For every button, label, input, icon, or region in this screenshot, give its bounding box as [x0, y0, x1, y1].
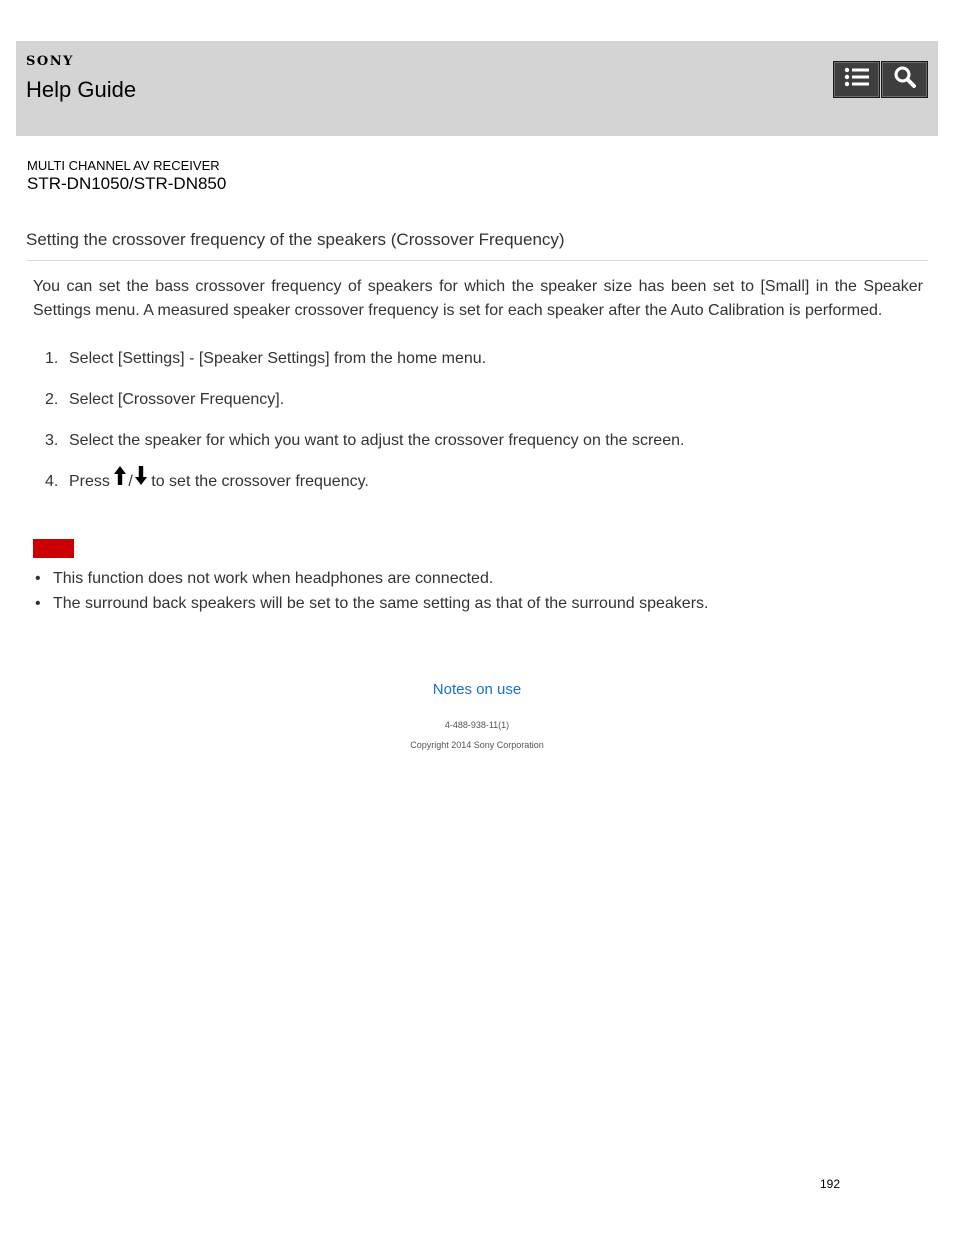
list-icon: [844, 67, 870, 92]
step-number: 4.: [45, 473, 59, 490]
step-item: [33, 470, 684, 511]
note-text: The surround back speakers will be set to the same setting as that of the surround speakers.: [53, 595, 709, 612]
step-number: 2.: [45, 391, 59, 408]
arrow-separator: /: [128, 473, 133, 490]
page-number: 192: [820, 1177, 841, 1191]
brand-logo: SONY: [26, 54, 74, 69]
step-text-before: Press: [69, 473, 110, 490]
bullet-icon: •: [35, 595, 41, 612]
bullet-icon: •: [35, 570, 41, 587]
step-text: Select [Settings] - [Speaker Settings] from the home menu.: [69, 350, 487, 367]
step-text: Select the speaker for which you want to adjust the crossover frequency on the screen.: [69, 432, 685, 449]
note-text: This function does not work when headphones are connected.: [53, 570, 494, 587]
note-item: [33, 593, 708, 618]
note-list: [33, 568, 708, 618]
intro-paragraph: You can set the bass crossover frequency of speakers for which the speaker size has been set to [Small] in the Speaker Settings menu. A measured speaker crossover frequency is set for each speaker after the Auto Calibration is performed.: [33, 278, 923, 319]
toc-button[interactable]: [833, 61, 880, 98]
step-text-after: to set the crossover frequency.: [151, 473, 369, 490]
step-number: 3.: [45, 432, 59, 449]
document-number: 4-488-938-11(1): [444, 720, 510, 730]
header-bar: [16, 41, 938, 136]
up-arrow-icon: [114, 466, 126, 493]
product-category: MULTI CHANNEL AV RECEIVER: [27, 158, 220, 173]
product-model: STR-DN1050/STR-DN850: [27, 174, 227, 193]
page-title: Setting the crossover frequency of the speakers (Crossover Frequency): [26, 230, 565, 249]
step-item: [33, 388, 684, 429]
down-arrow-icon: [135, 466, 147, 493]
step-item: [33, 429, 684, 470]
note-item: [33, 568, 708, 593]
notes-on-use-link[interactable]: Notes on use: [432, 681, 522, 698]
note-badge: [33, 539, 74, 558]
search-icon: [893, 65, 917, 94]
step-item: [33, 347, 684, 388]
app-title: Help Guide: [26, 77, 137, 102]
search-button[interactable]: [881, 61, 928, 98]
step-number: 1.: [45, 350, 59, 367]
step-list: [33, 347, 684, 511]
title-divider: [26, 260, 928, 261]
copyright-notice: Copyright 2014 Sony Corporation: [410, 740, 544, 750]
step-text: Select [Crossover Frequency].: [69, 391, 285, 408]
